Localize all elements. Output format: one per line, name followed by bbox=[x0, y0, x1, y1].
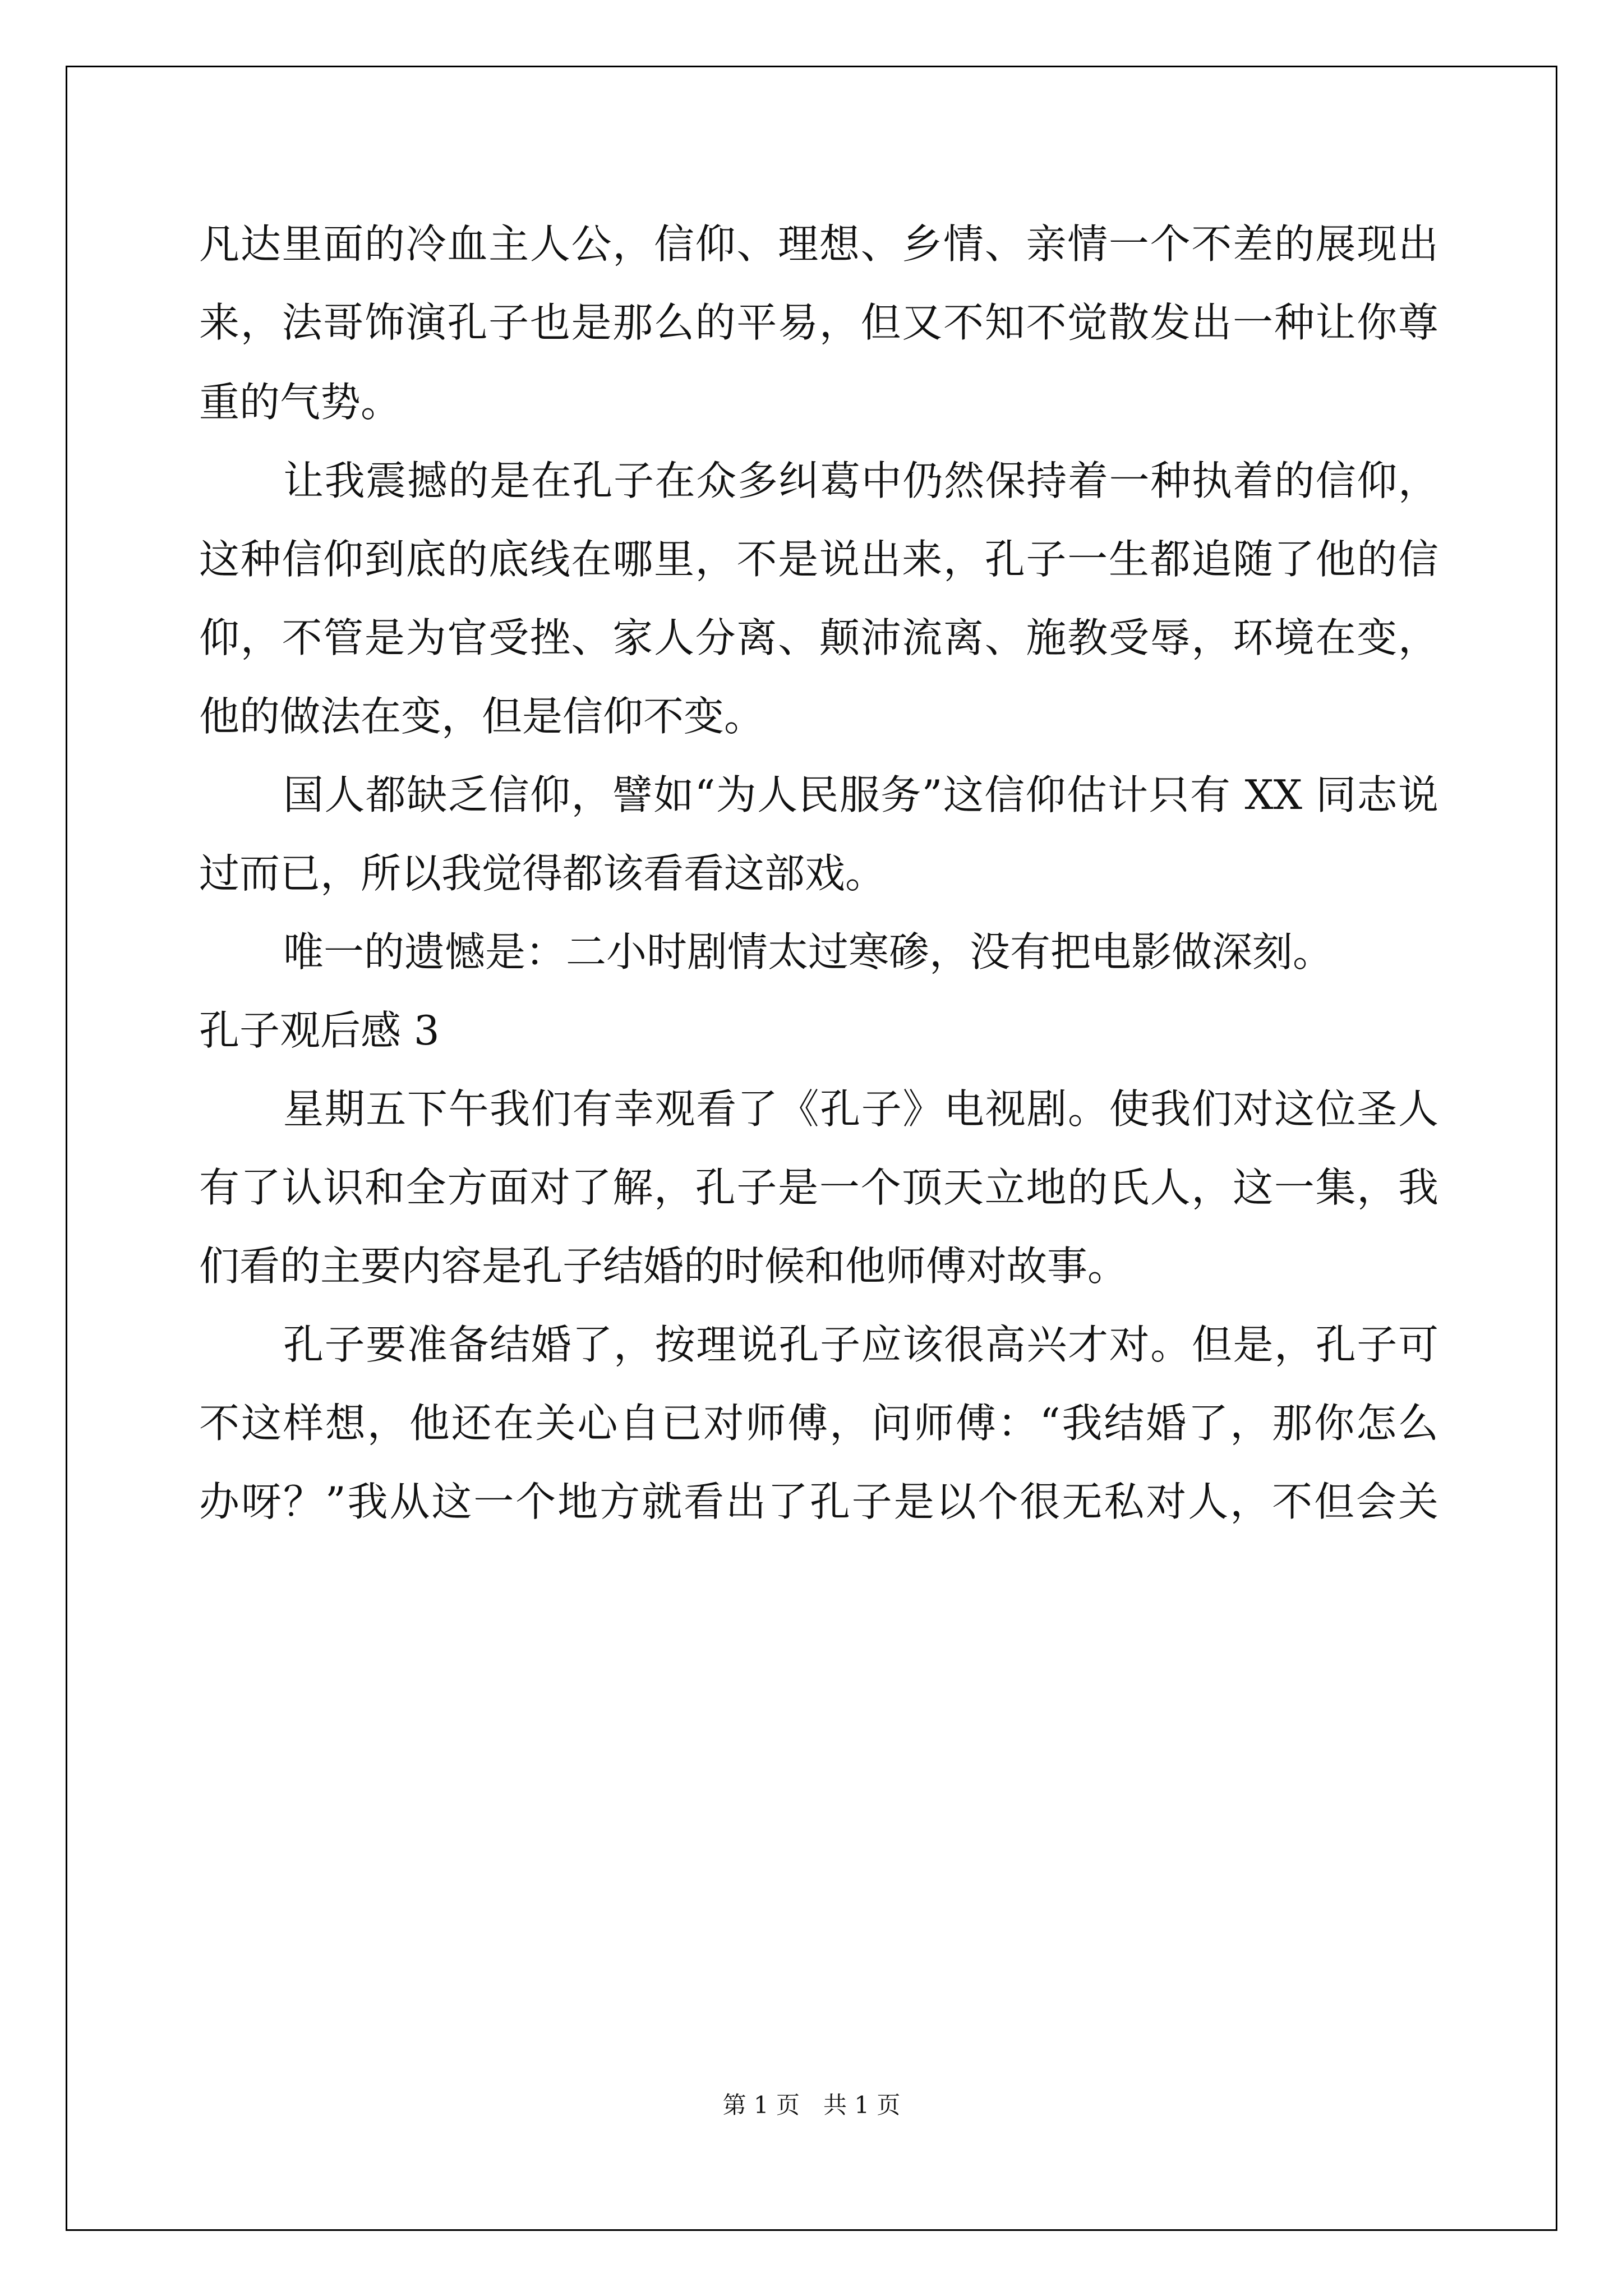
section-heading: 孔子观后感 3 bbox=[199, 1007, 440, 1054]
paragraph-first-line: 让我震撼的是在孔子在众多纠葛中仍然保持着一种执着的信仰， bbox=[283, 457, 1438, 504]
text-line: 这种信仰到底的底线在哪里，不是说出来，孔子一生都追随了他的信 bbox=[199, 536, 1438, 583]
text-line: 有了认识和全方面对了解，孔子是一个顶天立地的氏人，这一集，我 bbox=[199, 1164, 1438, 1211]
text-line: 来，法哥饰演孔子也是那么的平易，但又不知不觉散发出一种让你尊 bbox=[199, 299, 1438, 346]
paragraph-first-line: 国人都缺乏信仰，譬如“为人民服务”这信仰估计只有 XX 同志说 bbox=[283, 771, 1438, 818]
page-footer: 第 1 页 共 1 页 bbox=[722, 2091, 901, 2119]
text-line: 他的做法在变，但是信仰不变。 bbox=[199, 693, 765, 740]
text-line: 过而已，所以我觉得都该看看这部戏。 bbox=[199, 850, 886, 897]
text-line: 办呀？”我从这一个地方就看出了孔子是以个很无私对人，不但会关 bbox=[199, 1478, 1438, 1525]
text-line: 凡达里面的冷血主人公，信仰、理想、乡情、亲情一个不差的展现出 bbox=[199, 220, 1438, 268]
paragraph-first-line: 孔子要准备结婚了，按理说孔子应该很高兴才对。但是，孔子可 bbox=[283, 1321, 1438, 1368]
text-line: 重的气势。 bbox=[199, 379, 402, 426]
text-line: 们看的主要内容是孔子结婚的时候和他师傅对故事。 bbox=[199, 1243, 1128, 1290]
paragraph-first-line: 星期五下午我们有幸观看了《孔子》电视剧。使我们对这位圣人 bbox=[283, 1085, 1438, 1133]
text-line: 仰，不管是为官受挫、家人分离、颠沛流离、施教受辱，环境在变， bbox=[199, 614, 1438, 661]
paragraph-first-line: 唯一的遗憾是：二小时剧情太过寒碜，没有把电影做深刻。 bbox=[283, 928, 1334, 976]
text-line: 不这样想，他还在关心自已对师傅，问师傅：“我结婚了，那你怎么 bbox=[199, 1400, 1438, 1447]
